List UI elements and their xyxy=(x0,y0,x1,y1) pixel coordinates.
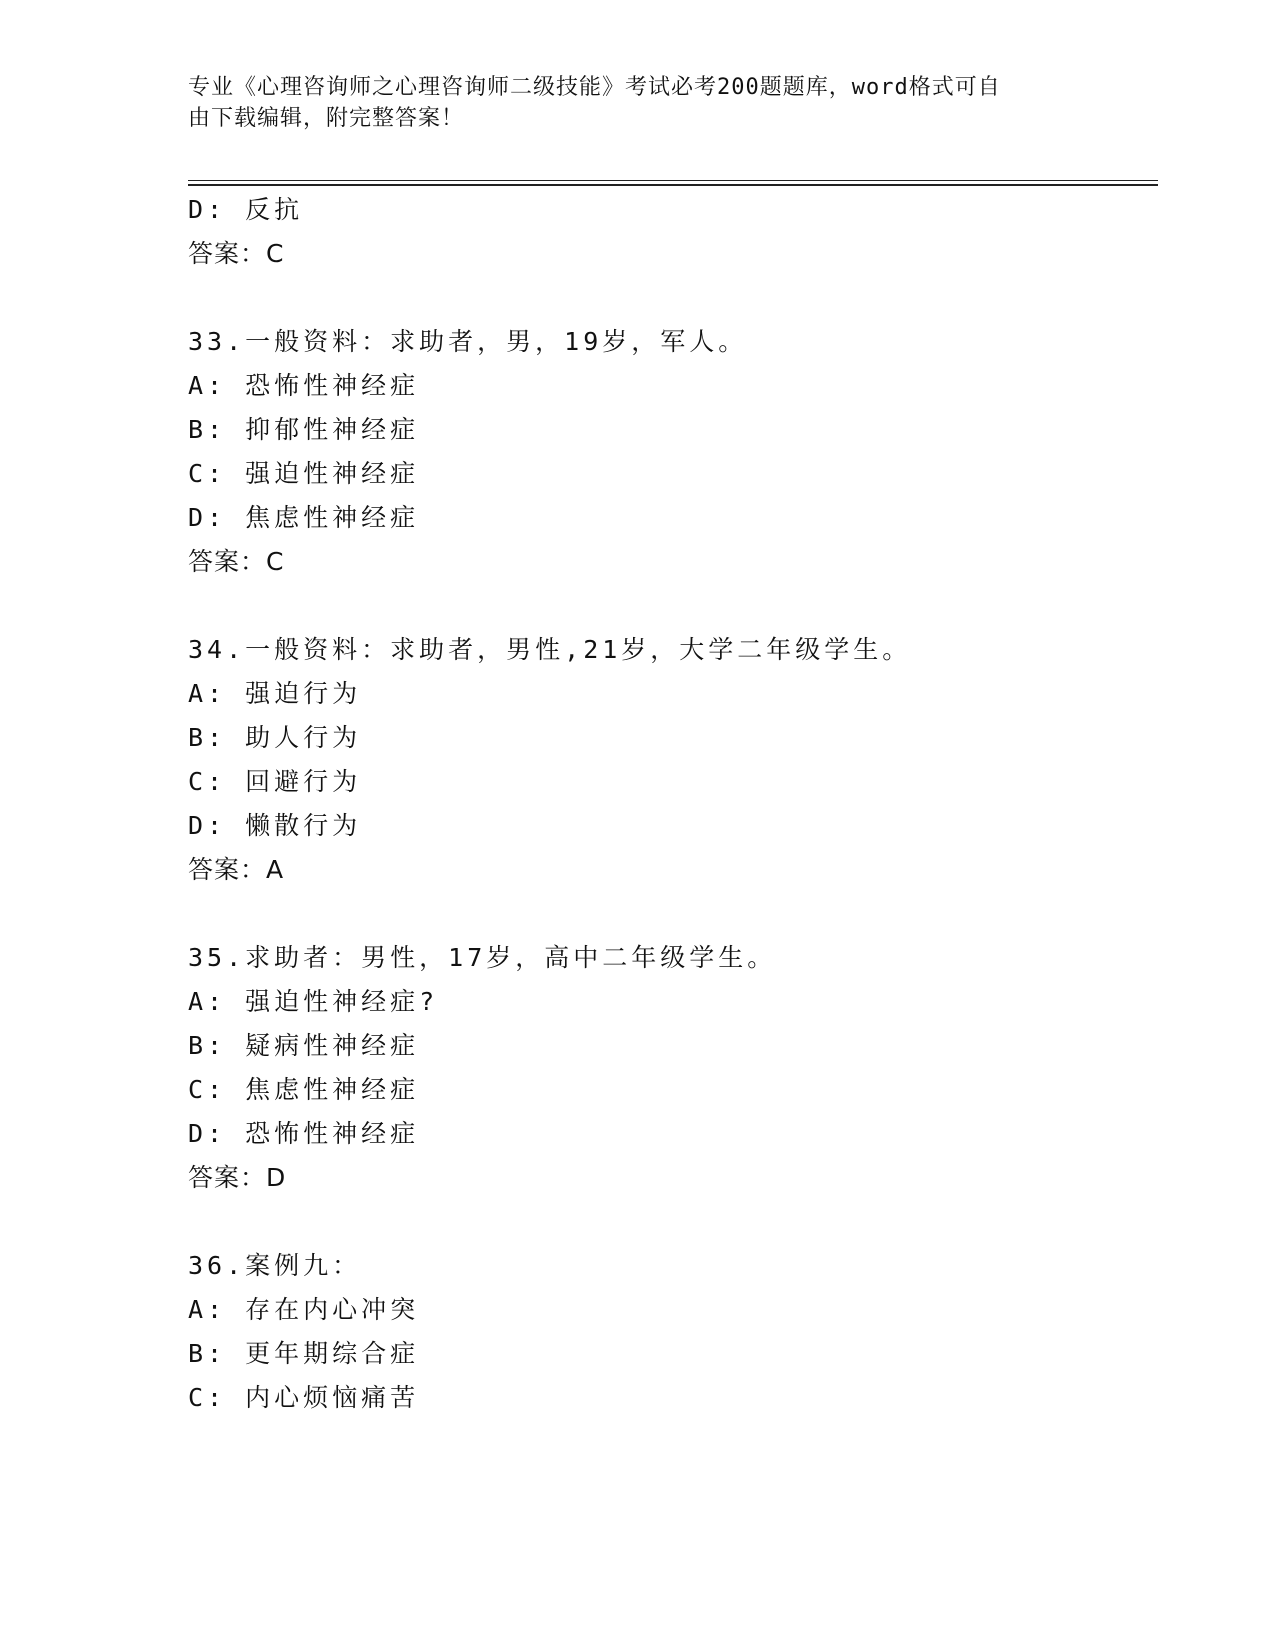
q33-stem: 33.一般资料：求助者，男，19岁，军人。 xyxy=(188,327,748,356)
q36-option-a: A: 存在内心冲突 xyxy=(188,1295,420,1324)
header-divider-thin xyxy=(188,180,1158,181)
header-line-1: 专业《心理咨询师之心理咨询师二级技能》考试必考200题题库，word格式可自 xyxy=(188,75,1001,100)
q34-option-c: C: 回避行为 xyxy=(188,767,362,796)
prev-answer: 答案：C xyxy=(188,239,285,268)
q33-option-d: D: 焦虑性神经症 xyxy=(188,503,420,532)
q35-option-a: A: 强迫性神经症? xyxy=(188,987,439,1016)
document-header xyxy=(188,72,1088,134)
q36-stem: 36.案例九： xyxy=(188,1251,362,1280)
header-line-2: 由下载编辑，附完整答案！ xyxy=(188,106,465,131)
q36-option-b: B: 更年期综合症 xyxy=(188,1339,420,1368)
q35-option-b: B: 疑病性神经症 xyxy=(188,1031,420,1060)
q35-option-c: C: 焦虑性神经症 xyxy=(188,1075,420,1104)
q35-option-d: D: 恐怖性神经症 xyxy=(188,1119,420,1148)
q33-option-a: A: 恐怖性神经症 xyxy=(188,371,420,400)
q34-option-b: B: 助人行为 xyxy=(188,723,362,752)
header-divider-thick xyxy=(188,184,1158,186)
q33-answer: 答案：C xyxy=(188,547,285,576)
q34-option-d: D: 懒散行为 xyxy=(188,811,362,840)
q34-answer: 答案：A xyxy=(188,855,285,884)
q34-option-a: A: 强迫行为 xyxy=(188,679,362,708)
q33-option-b: B: 抑郁性神经症 xyxy=(188,415,420,444)
q35-answer: 答案：D xyxy=(188,1163,287,1192)
q35-stem: 35.求助者：男性，17岁，高中二年级学生。 xyxy=(188,943,777,972)
q36-option-c: C: 内心烦恼痛苦 xyxy=(188,1383,420,1412)
q34-stem: 34.一般资料：求助者，男性,21岁，大学二年级学生。 xyxy=(188,635,912,664)
prev-option-d: D: 反抗 xyxy=(188,195,304,224)
q33-option-c: C: 强迫性神经症 xyxy=(188,459,420,488)
